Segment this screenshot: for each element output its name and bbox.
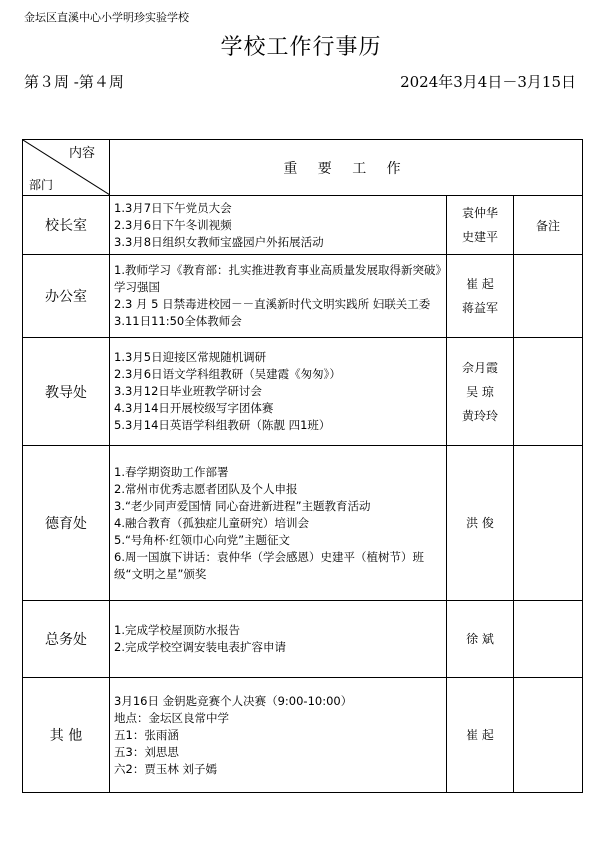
work-item: 1.春学期资助工作部署 <box>114 464 229 479</box>
work-item: 2.3 月 5 日禁毒进校园－－直溪新时代文明实践所 妇联关工委 <box>114 297 431 311</box>
responsible-person: 徐 斌 <box>466 632 494 646</box>
work-item: 1.3月7日下午党员大会 <box>114 200 232 215</box>
responsible-person: 崔 起 <box>466 277 494 291</box>
work-item: 地点：金坛区良常中学 <box>114 710 229 725</box>
table-row <box>23 601 583 678</box>
work-item: 4.融合教育（孤独症儿童研究）培训会 <box>114 515 309 530</box>
department-cell: 教导处 <box>23 338 110 446</box>
department-cell: 校长室 <box>23 196 110 255</box>
work-item: 六2：贾玉林 刘子嫣 <box>114 761 217 776</box>
department-cell: 德育处 <box>23 446 110 601</box>
note-cell <box>514 446 583 601</box>
note-cell: 备注 <box>514 196 583 255</box>
responsible-person: 崔 起 <box>466 728 494 742</box>
work-items-cell <box>110 255 447 338</box>
responsible-person: 吴 琼 <box>466 384 494 399</box>
table-row <box>23 338 583 446</box>
work-item: 2.3月6日语文学科组教研（吴建霞《匆匆》） <box>114 367 341 381</box>
work-item: 3月16日 金钥匙竞赛个人决赛（9:00-10:00） <box>114 693 353 708</box>
note-cell <box>514 338 583 446</box>
department-cell: 总务处 <box>23 601 110 678</box>
work-item: 五3：刘思思 <box>114 744 179 759</box>
work-items-cell <box>110 338 447 446</box>
note-cell <box>514 601 583 678</box>
week-range: 第３周 -第４周 <box>24 73 124 91</box>
header-work-label: 重 要 工 作 <box>110 140 583 196</box>
work-item: 1.3月5日迎接区常规随机调研 <box>114 350 267 364</box>
table-header-row <box>23 140 583 196</box>
responsible-person: 黄玲玲 <box>461 408 498 423</box>
responsible-cell <box>447 678 514 793</box>
work-item: 2.完成学校空调安装电表扩容申请 <box>114 640 286 654</box>
work-item: 5.3月14日英语学科组教研（陈靓 四1班） <box>114 418 331 432</box>
page-title: 学校工作行事历 <box>220 35 382 60</box>
responsible-person: 袁仲华 <box>461 206 498 220</box>
table-row <box>23 678 583 793</box>
date-range: 2024年3月4日－3月15日 <box>400 73 576 91</box>
table-row <box>23 446 583 601</box>
work-items-cell <box>110 446 447 601</box>
responsible-cell <box>447 255 514 338</box>
responsible-person: 佘月霞 <box>461 360 498 375</box>
header-dept-label: 部门 <box>29 178 54 192</box>
work-item: 2.3月6日下午冬训视频 <box>114 217 232 232</box>
work-item: 3.11日11:50全体教师会 <box>114 314 242 328</box>
responsible-person: 蒋益军 <box>461 301 498 315</box>
responsible-cell <box>447 601 514 678</box>
responsible-person: 洪 俊 <box>466 516 494 530</box>
work-item: 5.“号角杯·红领巾心向党”主题征文 <box>114 532 291 547</box>
work-items-cell <box>110 601 447 678</box>
responsible-person: 史建平 <box>461 230 498 244</box>
work-item: 3.“老少同声爱国情 同心奋进新进程”主题教育活动 <box>114 498 371 513</box>
work-items-cell <box>110 678 447 793</box>
note-cell <box>514 255 583 338</box>
work-item: 3.3月12日毕业班教学研讨会 <box>114 384 262 398</box>
header-content-label: 内容 <box>68 146 95 161</box>
note-cell <box>514 678 583 793</box>
work-item: 6.周一国旗下讲话：袁仲华（学会感恩）史建平（植树节）班级“文明之星”颁奖 <box>114 549 424 581</box>
work-items-cell <box>110 196 447 255</box>
work-item: 1.完成学校屋顶防水报告 <box>114 623 240 637</box>
work-item: 3.3月8日组织女教师宝盛园户外拓展活动 <box>114 234 324 249</box>
department-cell: 办公室 <box>23 255 110 338</box>
table-row <box>23 255 583 338</box>
responsible-cell <box>447 338 514 446</box>
school-name: 金坛区直溪中心小学明珍实验学校 <box>24 11 189 24</box>
schedule-table <box>22 139 583 793</box>
department-cell: 其 他 <box>23 678 110 793</box>
work-item: 4.3月14日开展校级写字团体赛 <box>114 401 274 415</box>
work-item: 1.教师学习《教育部：扎实推进教育事业高质量发展取得新突破》学习强国 <box>114 263 442 294</box>
table-row <box>23 196 583 255</box>
responsible-cell <box>447 446 514 601</box>
work-item: 2.常州市优秀志愿者团队及个人申报 <box>114 481 298 496</box>
diagonal-header-cell <box>23 140 110 196</box>
responsible-cell <box>447 196 514 255</box>
work-item: 五1：张雨涵 <box>114 727 179 742</box>
